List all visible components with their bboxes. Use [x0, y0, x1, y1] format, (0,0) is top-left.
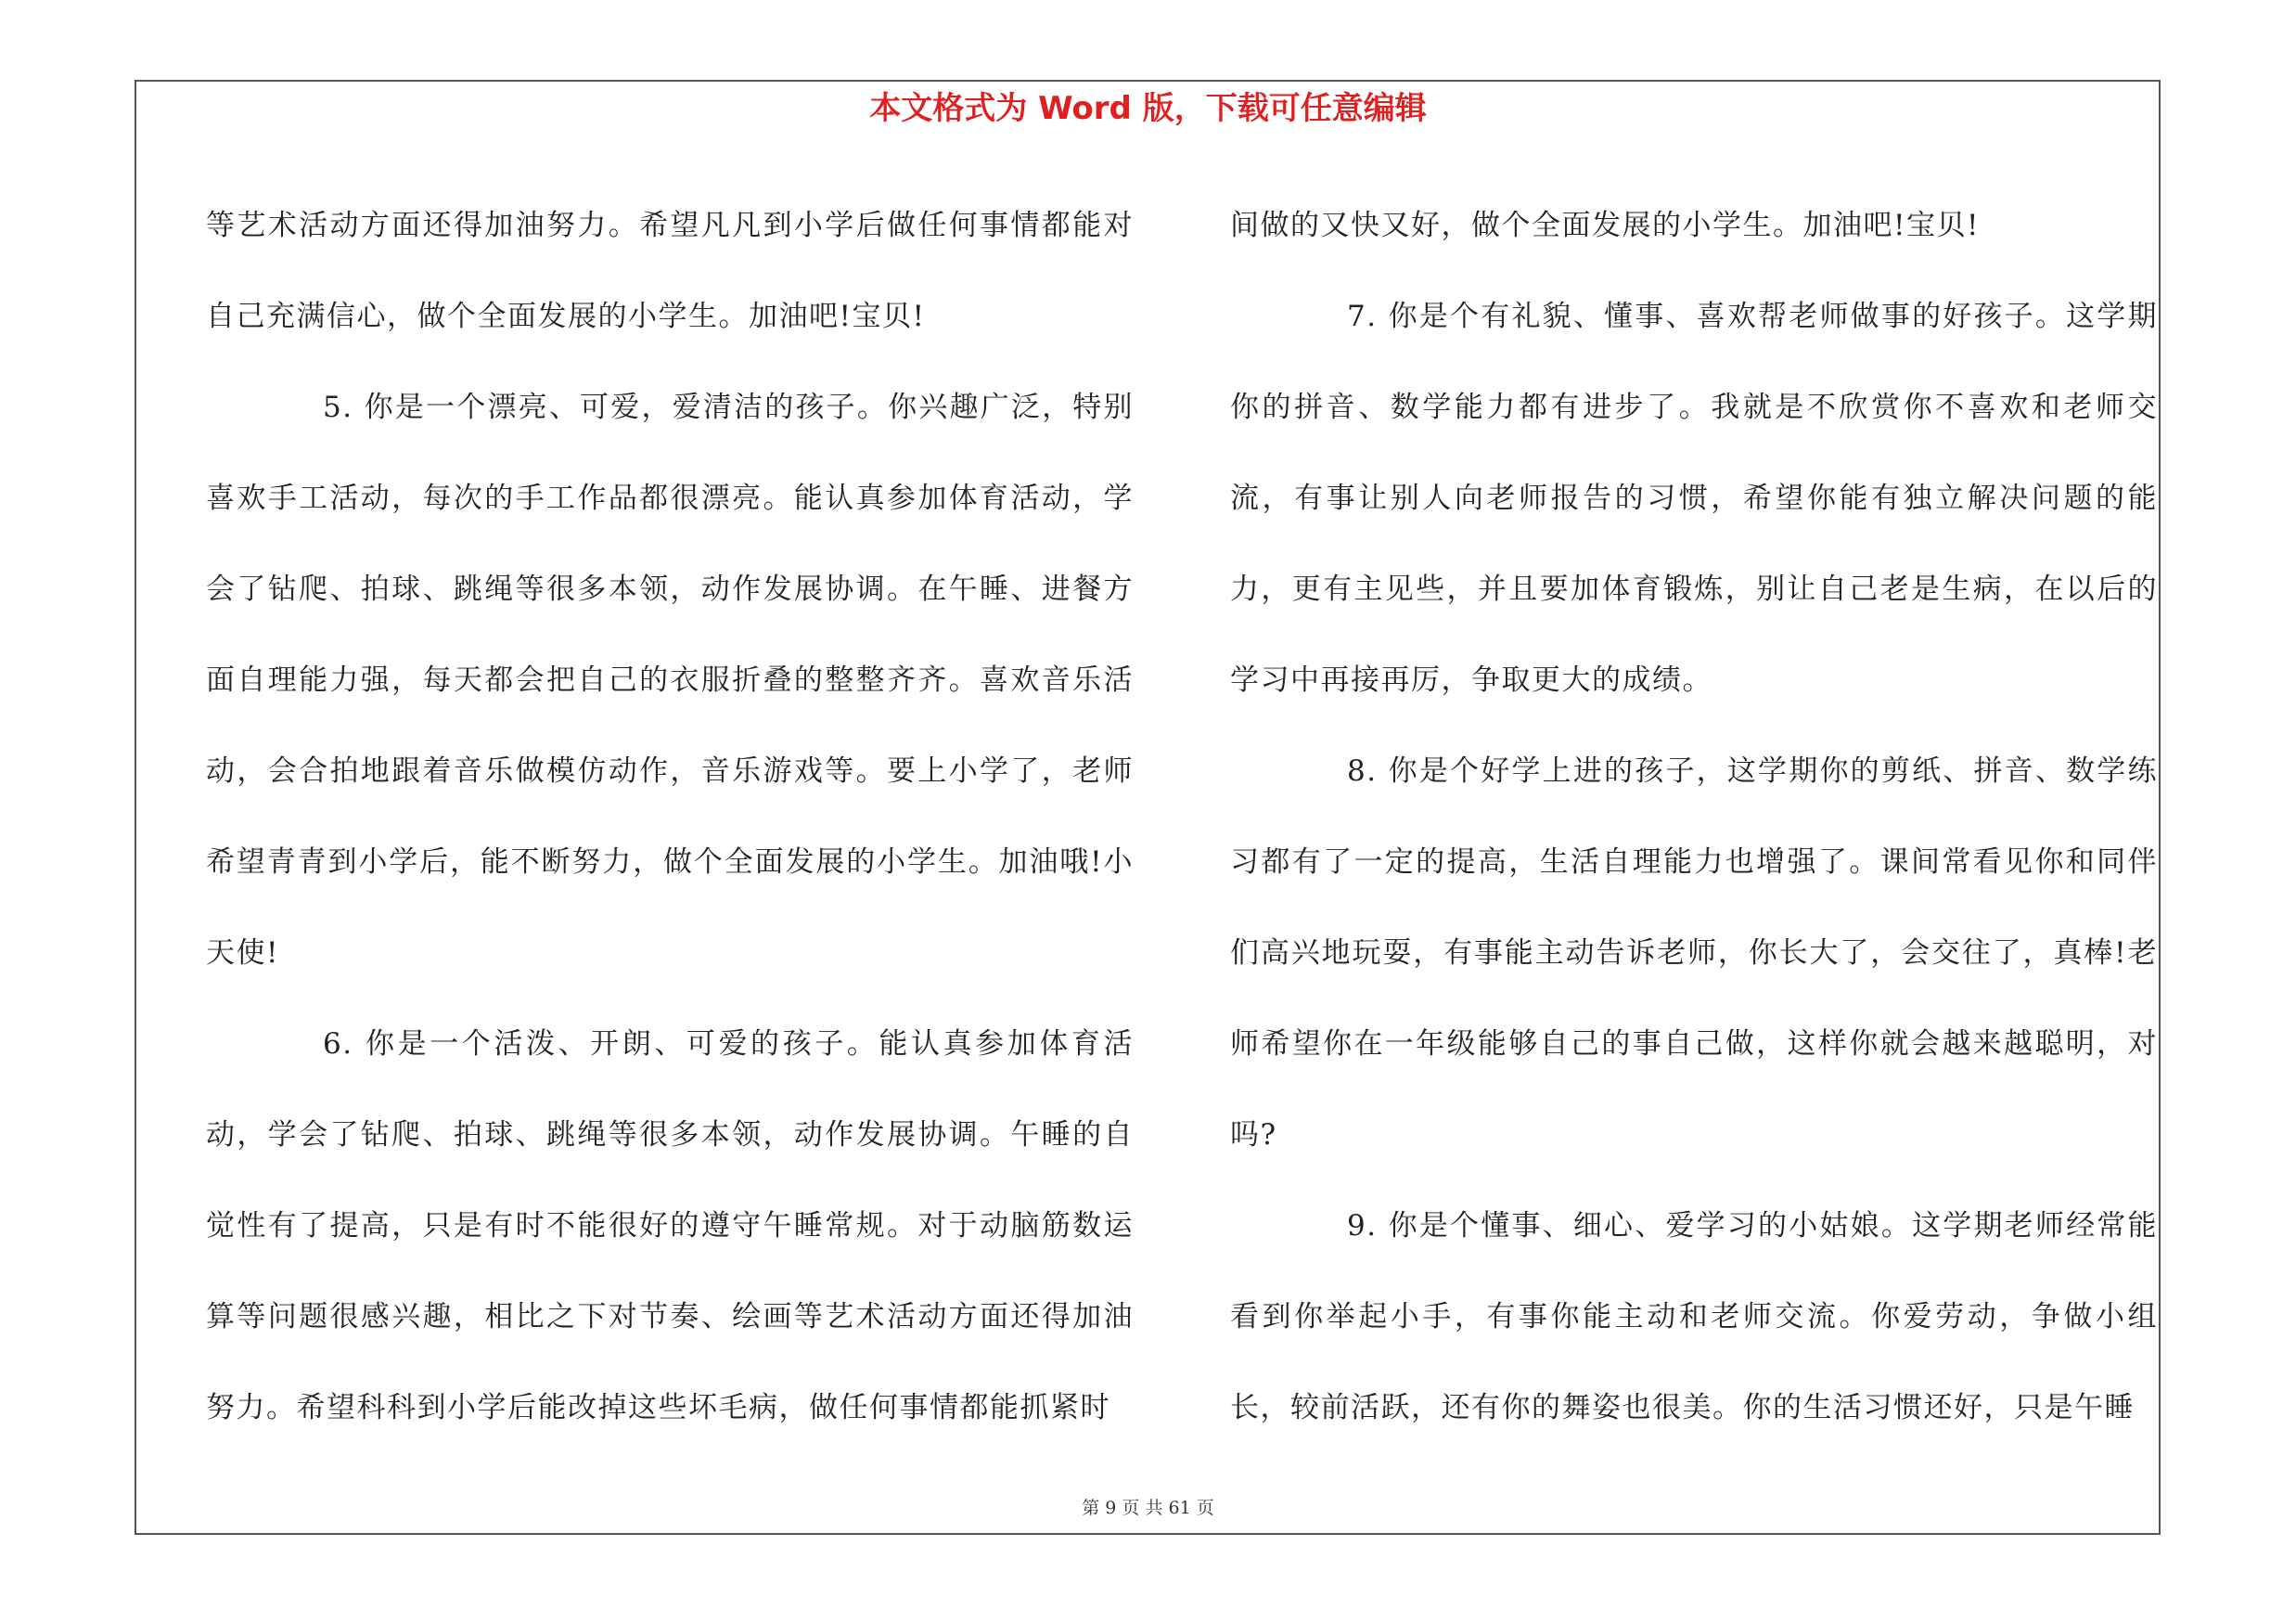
paragraph-comment-6: 6. 你是一个活泼、开朗、可爱的孩子。能认真参加体育活动，学会了钻爬、拍球、跳绳等很多本领，动作发展协调。午睡的自觉性有了提高，只是有时不能很好的遵守午睡常规。对于动脑筋数运算等问题很感兴趣，相比之下对节奏、绘画等艺术活动方面还得加油努力。希望科科到小学后能改掉这些坏毛病，做任何事情都能抓紧时	[206, 1027, 1134, 1424]
paragraph-comment-7: 7. 你是个有礼貌、懂事、喜欢帮老师做事的好孩子。这学期你的拼音、数学能力都有进步了。我就是不欣赏你不喜欢和老师交流，有事让别人向老师报告的习惯，希望你能有独立解决问题的能力，更有主见些，并且要加体育锻炼，别让自己老是生病，在以后的学习中再接再厉，争取更大的成绩。	[1230, 300, 2158, 697]
paragraph-continuation-left: 等艺术活动方面还得加油努力。希望凡凡到小学后做任何事情都能对自己充满信心，做个全面发展的小学生。加油吧!宝贝!	[206, 209, 1134, 333]
right-column	[1230, 180, 2158, 1453]
paragraph-comment-9: 9. 你是个懂事、细心、爱学习的小姑娘。这学期老师经常能看到你举起小手，有事你能主动和老师交流。你爱劳动，争做小组长，较前活跃，还有你的舞姿也很美。你的生活习惯还好，只是午睡	[1230, 1209, 2158, 1424]
paragraph-comment-8: 8. 你是个好学上进的孩子，这学期你的剪纸、拼音、数学练习都有了一定的提高，生活自理能力也增强了。课间常看见你和同伴们高兴地玩耍，有事能主动告诉老师，你长大了，会交往了，真棒!老师希望你在一年级能够自己的事自己做，这样你就会越来越聪明，对吗?	[1230, 754, 2158, 1152]
paragraph-continuation-right: 间做的又快又好，做个全面发展的小学生。加油吧!宝贝!	[1230, 209, 1980, 242]
page-number-footer: 第 9 页 共 61 页	[1082, 1498, 1214, 1518]
left-column	[206, 180, 1134, 1453]
paragraph-comment-5: 5. 你是一个漂亮、可爱，爱清洁的孩子。你兴趣广泛，特别喜欢手工活动，每次的手工作品都很漂亮。能认真参加体育活动，学会了钻爬、拍球、跳绳等很多本领，动作发展协调。在午睡、进餐方面自理能力强，每天都会把自己的衣服折叠的整整齐齐。喜欢音乐活动，会合拍地跟着音乐做模仿动作，音乐游戏等。要上小学了，老师希望青青到小学后，能不断努力，做个全面发展的小学生。加油哦!小天使!	[206, 391, 1134, 970]
format-banner: 本文格式为 Word 版，下载可任意编辑	[869, 90, 1427, 127]
